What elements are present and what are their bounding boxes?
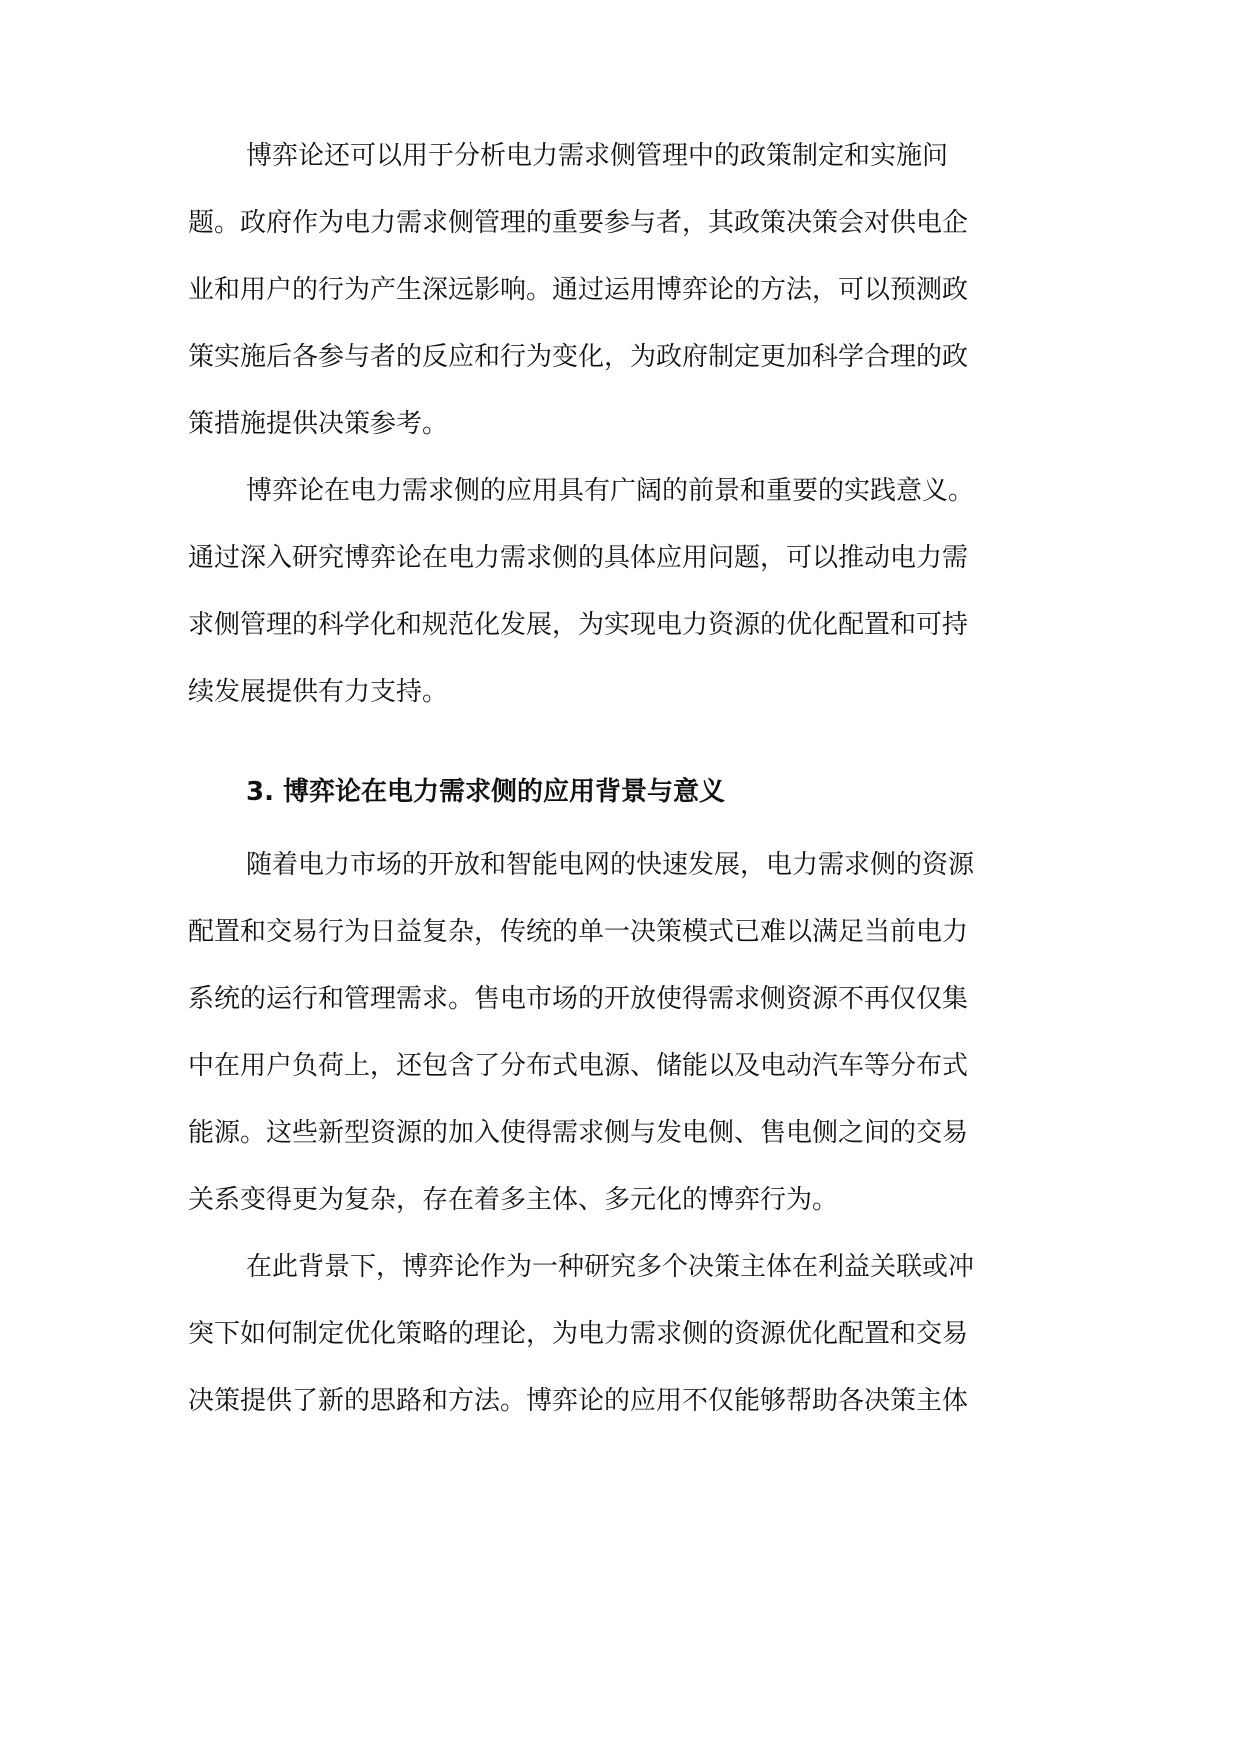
paragraph-1-line-1: 博弈论还可以用于分析电力需求侧管理中的政策制定和实施问	[246, 141, 949, 171]
paragraph-3-line-3: 系统的运行和管理需求。售电市场的开放使得需求侧资源不再仅仅集	[188, 984, 969, 1014]
paragraph-3-line-6: 关系变得更为复杂，存在着多主体、多元化的博弈行为。	[188, 1185, 839, 1215]
paragraph-1-line-2: 题。政府作为电力需求侧管理的重要参与者，其政策决策会对供电企	[188, 208, 969, 238]
paragraph-4-line-3: 决策提供了新的思路和方法。博弈论的应用不仅能够帮助各决策主体	[188, 1386, 969, 1416]
paragraph-3-line-1: 随着电力市场的开放和智能电网的快速发展，电力需求侧的资源	[246, 850, 975, 880]
paragraph-1-line-5: 策措施提供决策参考。	[188, 409, 449, 439]
paragraph-4-line-1: 在此背景下，博弈论作为一种研究多个决策主体在利益关联或冲	[246, 1252, 975, 1282]
paragraph-4-line-2: 突下如何制定优化策略的理论，为电力需求侧的资源优化配置和交易	[188, 1319, 969, 1349]
paragraph-3-line-2: 配置和交易行为日益复杂，传统的单一决策模式已难以满足当前电力	[188, 917, 969, 947]
paragraph-1-line-3: 业和用户的行为产生深远影响。通过运用博弈论的方法，可以预测政	[188, 275, 969, 305]
section-heading: 3. 博弈论在电力需求侧的应用背景与意义	[246, 777, 726, 807]
paragraph-3-line-5: 能源。这些新型资源的加入使得需求侧与发电侧、售电侧之间的交易	[188, 1118, 969, 1148]
paragraph-2-line-1: 博弈论在电力需求侧的应用具有广阔的前景和重要的实践意义。	[246, 476, 975, 506]
paragraph-3-line-4: 中在用户负荷上，还包含了分布式电源、储能以及电动汽车等分布式	[188, 1051, 969, 1081]
paragraph-2-line-4: 续发展提供有力支持。	[188, 677, 449, 707]
paragraph-1-line-4: 策实施后各参与者的反应和行为变化，为政府制定更加科学合理的政	[188, 342, 969, 372]
paragraph-2-line-3: 求侧管理的科学化和规范化发展，为实现电力资源的优化配置和可持	[188, 610, 969, 640]
paragraph-2-line-2: 通过深入研究博弈论在电力需求侧的具体应用问题，可以推动电力需	[188, 543, 969, 573]
